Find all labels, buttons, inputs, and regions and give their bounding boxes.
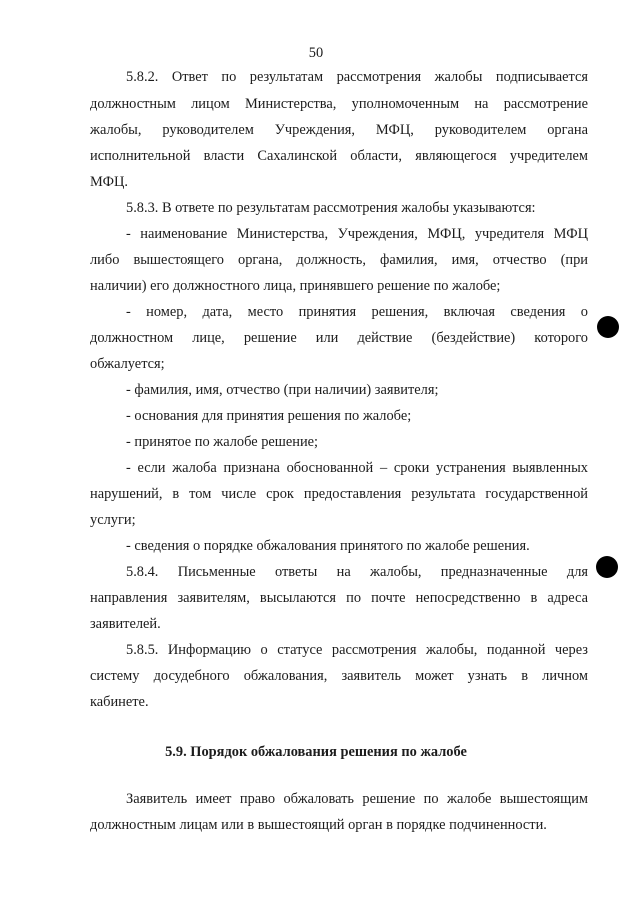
text-line: либо вышестоящего органа, должность, фамилия, имя, отчество (при: [90, 252, 588, 268]
text-line: исполнительной власти Сахалинской области, являющегося учредителем: [90, 148, 588, 164]
text-line: - номер, дата, место принятия решения, включая сведения о: [126, 304, 588, 320]
section-heading: 5.9. Порядок обжалования решения по жалобе: [165, 744, 467, 760]
text-line: наличии) его должностного лица, принявшего решение по жалобе;: [90, 278, 501, 294]
text-line: 5.8.3. В ответе по результатам рассмотрения жалобы указываются:: [126, 200, 536, 216]
text-line: жалобы, руководителем Учреждения, МФЦ, руководителем органа: [90, 122, 588, 138]
text-line: - принятое по жалобе решение;: [126, 434, 319, 450]
text-line: Заявитель имеет право обжаловать решение по жалобе вышестоящим: [126, 791, 588, 807]
text-line: нарушений, в том числе срок предоставления результата государственной: [90, 486, 588, 502]
text-line: систему досудебного обжалования, заявитель может узнать в личном: [90, 668, 588, 684]
text-line: должностном лице, решение или действие (бездействие) которого: [90, 330, 588, 346]
text-line: должностным лицам или в вышестоящий орган в порядке подчиненности.: [90, 817, 547, 833]
text-line: кабинете.: [90, 694, 149, 710]
text-line: МФЦ.: [90, 174, 128, 190]
page-number: 50: [308, 45, 324, 61]
text-line: заявителей.: [90, 616, 161, 632]
text-line: 5.8.4. Письменные ответы на жалобы, предназначенные для: [126, 564, 588, 580]
punch-hole: [597, 316, 619, 338]
text-line: - наименование Министерства, Учреждения, МФЦ, учредителя МФЦ: [126, 226, 588, 242]
text-line: обжалуется;: [90, 356, 165, 372]
text-line: направления заявителям, высылаются по почте непосредственно в адреса: [90, 590, 588, 606]
text-line: - фамилия, имя, отчество (при наличии) заявителя;: [126, 382, 439, 398]
text-line: 5.8.5. Информацию о статусе рассмотрения жалобы, поданной через: [126, 642, 588, 658]
text-line: услуги;: [90, 512, 136, 528]
punch-hole: [596, 556, 618, 578]
text-line: 5.8.2. Ответ по результатам рассмотрения жалобы подписывается: [126, 69, 588, 85]
text-line: - если жалоба признана обоснованной – сроки устранения выявленных: [126, 460, 588, 476]
text-line: - сведения о порядке обжалования принятого по жалобе решения.: [126, 538, 530, 554]
text-line: должностным лицом Министерства, уполномоченным на рассмотрение: [90, 96, 588, 112]
text-line: - основания для принятия решения по жалобе;: [126, 408, 412, 424]
